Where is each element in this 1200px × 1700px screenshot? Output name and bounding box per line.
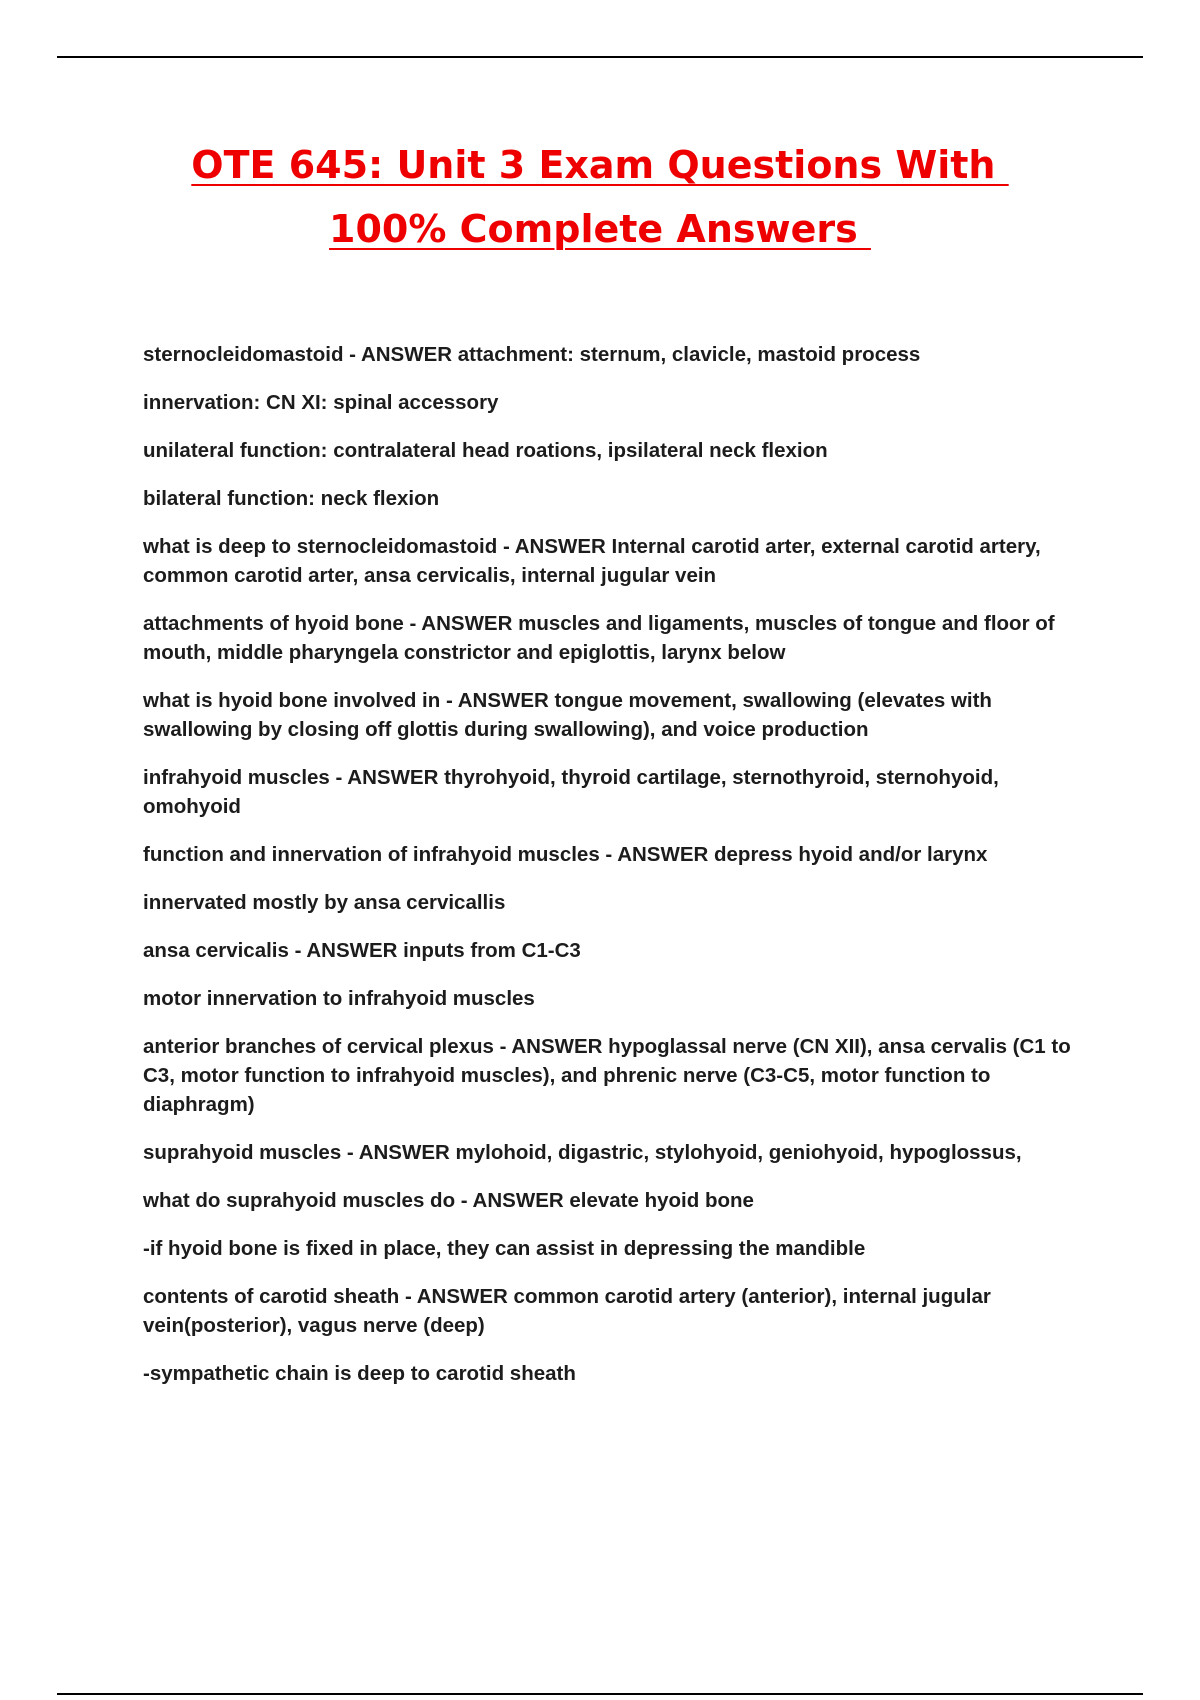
qa-paragraph: attachments of hyoid bone - ANSWER muscles and ligaments, muscles of tongue and floor of mouth, middle pharyngela constrictor and epiglottis, larynx below [143,612,1055,664]
qa-paragraph: what do suprahyoid muscles do - ANSWER elevate hyoid bone [143,1189,754,1212]
qa-paragraph: suprahyoid muscles - ANSWER mylohoid, digastric, stylohyoid, geniohyoid, hypoglossus, [143,1141,1022,1164]
header-rule [57,56,1143,58]
qa-paragraph: sternocleidomastoid - ANSWER attachment: sternum, clavicle, mastoid process [143,343,921,366]
qa-paragraph: anterior branches of cervical plexus - ANSWER hypoglassal nerve (CN XII), ansa cervalis (C1 to C3, motor function to infrahyoid muscles), and phrenic nerve (C3-C5, motor function to diaphragm) [143,1035,1071,1116]
document-title [0,143,1200,252]
qa-paragraph: -if hyoid bone is fixed in place, they can assist in depressing the mandible [143,1237,866,1260]
qa-paragraph: contents of carotid sheath - ANSWER common carotid artery (anterior), internal jugular vein(posterior), vagus nerve (deep) [143,1285,991,1337]
qa-paragraph: ansa cervicalis - ANSWER inputs from C1-C3 [143,939,581,962]
qa-paragraph: -sympathetic chain is deep to carotid sheath [143,1362,576,1385]
qa-paragraph: bilateral function: neck flexion [143,487,440,510]
qa-paragraph: innervated mostly by ansa cervicallis [143,891,506,914]
qa-paragraph: motor innervation to infrahyoid muscles [143,987,535,1010]
qa-paragraph: what is hyoid bone involved in - ANSWER tongue movement, swallowing (elevates with swallowing by closing off glottis during swallowing), and voice production [143,689,992,741]
qa-paragraph: infrahyoid muscles - ANSWER thyrohyoid, thyroid cartilage, sternothyroid, sternohyoid, omohyoid [143,766,999,818]
qa-paragraph: innervation: CN XI: spinal accessory [143,391,499,414]
qa-paragraph: function and innervation of infrahyoid muscles - ANSWER depress hyoid and/or larynx [143,843,988,866]
document-body [143,340,1093,1407]
footer-rule [57,1693,1143,1695]
qa-paragraph: unilateral function: contralateral head roations, ipsilateral neck flexion [143,439,828,462]
qa-paragraph: what is deep to sternocleidomastoid - ANSWER Internal carotid arter, external carotid artery, common carotid arter, ansa cervicalis, internal jugular vein [143,535,1041,587]
title-line-1: OTE 645: Unit 3 Exam Questions With [191,143,1009,187]
title-line-2: 100% Complete Answers [329,206,871,251]
